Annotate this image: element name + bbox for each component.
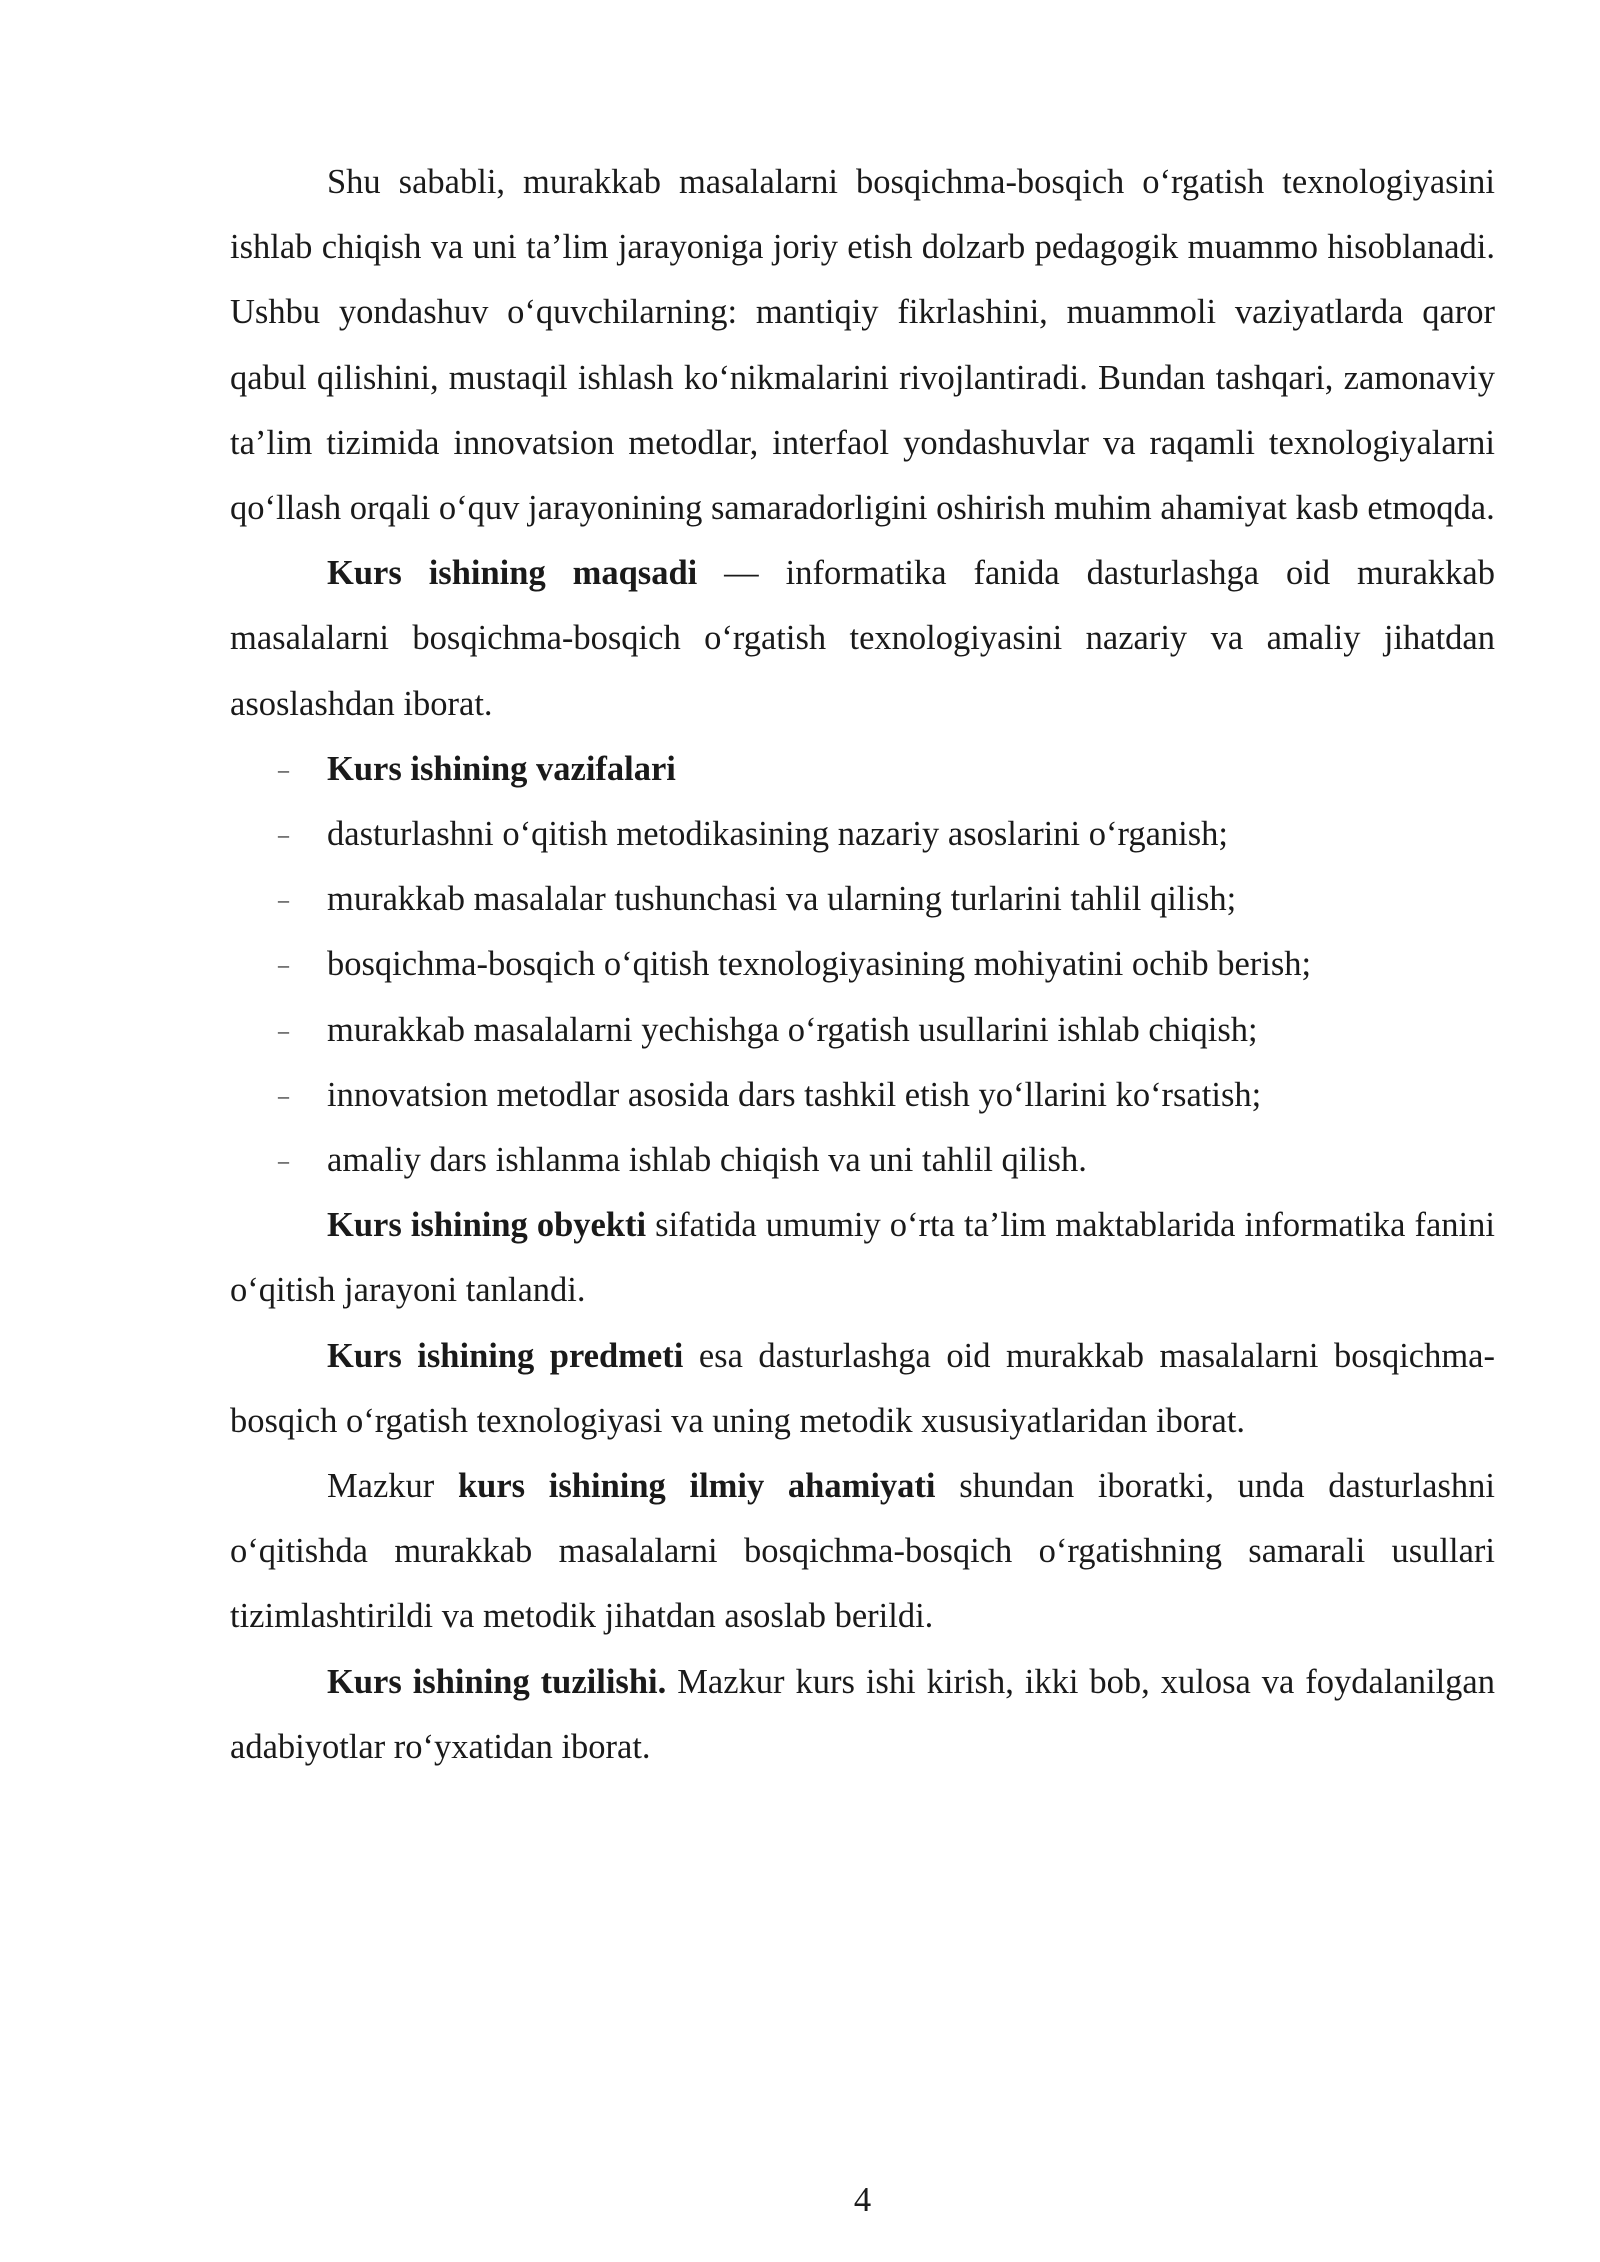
- paragraph-intro: Shu sababli, murakkab masalalarni bosqichma-bosqich o‘rgatish texnologiyasini ishlab chiqish va uni ta’lim jarayoniga joriy etish dolzarb pedagogik muammo hisoblanadi. Ushbu yondashuv o‘quvchilarning: mantiqiy fikrlashini, muammoli vaziyatlarda qaror qabul qilishini, mustaqil ishlash ko‘nikmalarini rivojlantiradi. Bundan tashqari, zamonaviy ta’lim tizimida innovatsion metodlar, interfaol yondashuvlar va raqamli texnologiyalarni qo‘llash orqali o‘quv jarayonining samaradorligini oshirish muhim ahamiyat kasb etmoqda.: [230, 163, 1495, 528]
- significance-lead: Mazkur: [327, 1467, 458, 1506]
- paragraph-structure: [230, 1650, 1495, 1780]
- list-item-text: murakkab masalalarni yechishga o‘rgatish usullarini ishlab chiqish;: [327, 1010, 1258, 1049]
- list-dash: –: [278, 756, 289, 782]
- list-item: [230, 998, 1495, 1063]
- significance-heading: kurs ishining ilmiy ahamiyati: [457, 1467, 936, 1506]
- list-item-text: amaliy dars ishlanma ishlab chiqish va uni tahlil qilish.: [327, 1141, 1087, 1180]
- list-dash: –: [278, 1082, 289, 1108]
- tasks-heading: Kurs ishining vazifalari: [327, 749, 676, 788]
- subject-heading: Kurs ishining predmeti: [327, 1336, 684, 1375]
- list-item: [230, 802, 1495, 867]
- paragraph-subject: [230, 1324, 1495, 1454]
- goal-text: — informatika fanida dasturlashga oid murakkab masalalarni bosqichma-bosqich o‘rgatish texnologiyasini nazariy va amaliy jihatdan asoslashdan iborat.: [230, 554, 1495, 723]
- tasks-list: [230, 737, 1495, 1193]
- significance-text: shundan iboratki, unda dasturlashni o‘qitishda murakkab masalalarni bosqichma-bosqich o‘rgatishning samarali usullari tizimlashtirildi va metodik jihatdan asoslab berildi.: [230, 1467, 1495, 1636]
- paragraph-significance: [230, 1454, 1495, 1650]
- subject-text: esa dasturlashga oid murakkab masalalarni bosqichma-bosqich o‘rgatish texnologiyasi va uning metodik xususiyatlaridan iborat.: [230, 1336, 1495, 1440]
- paragraph-goal: [230, 541, 1495, 737]
- list-item: [230, 1063, 1495, 1128]
- list-dash: –: [278, 822, 289, 848]
- object-text: sifatida umumiy o‘rta ta’lim maktablarida informatika fanini o‘qitish jarayoni tanlandi.: [230, 1206, 1495, 1310]
- list-dash: –: [278, 1148, 289, 1174]
- list-item-text: innovatsion metodlar asosida dars tashkil etish yo‘llarini ko‘rsatish;: [327, 1075, 1262, 1114]
- goal-heading: Kurs ishining maqsadi: [327, 554, 698, 593]
- list-item: [230, 1128, 1495, 1193]
- list-dash: –: [278, 952, 289, 978]
- list-item-text: bosqichma-bosqich o‘qitish texnologiyasining mohiyatini ochib berish;: [327, 945, 1312, 984]
- structure-text: Mazkur kurs ishi kirish, ikki bob, xulosa va foydalanilgan adabiyotlar ro‘yxatidan iborat.: [230, 1662, 1495, 1766]
- page-number: 4: [853, 2181, 872, 2219]
- document-page: [230, 150, 1495, 1780]
- structure-heading: Kurs ishining tuzilishi.: [327, 1662, 667, 1701]
- object-heading: Kurs ishining obyekti: [327, 1206, 647, 1245]
- list-item-text: murakkab masalalar tushunchasi va ularning turlarini tahlil qilish;: [327, 880, 1237, 919]
- list-dash: –: [278, 887, 289, 913]
- list-dash: –: [278, 1017, 289, 1043]
- tasks-heading-item: [230, 737, 1495, 802]
- list-item: [230, 932, 1495, 997]
- list-item-text: dasturlashni o‘qitish metodikasining nazariy asoslarini o‘rganish;: [327, 815, 1228, 854]
- paragraph-object: [230, 1193, 1495, 1323]
- list-item: [230, 867, 1495, 932]
